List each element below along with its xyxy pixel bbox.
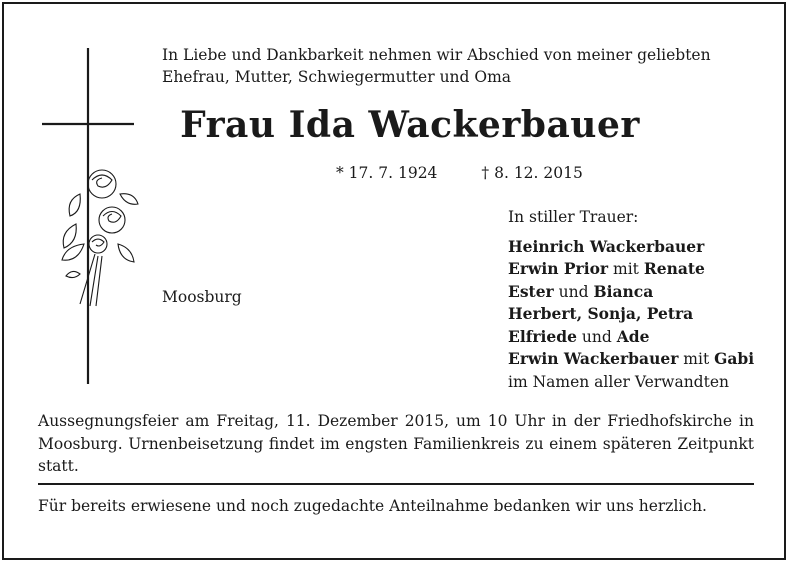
divider	[38, 483, 754, 485]
mourner-name: Erwin Wackerbauer	[508, 349, 679, 368]
mourners-block	[508, 206, 754, 393]
mourner-name: Herbert, Sonja, Petra	[508, 304, 694, 323]
mourner-connector: mit	[678, 350, 715, 368]
intro-line-2: Ehefrau, Mutter, Schwiegermutter und Oma	[162, 68, 512, 86]
mourner-name: Heinrich Wackerbauer	[508, 236, 705, 256]
mourner-name: Bianca	[593, 281, 654, 301]
mourner-line	[508, 348, 754, 371]
mourner-line	[508, 371, 754, 394]
intro-line-1: In Liebe und Dankbarkeit nehmen wir Abschied von meiner geliebten	[162, 46, 711, 64]
mourner-name: Ester	[508, 281, 554, 301]
birth-date: * 17. 7. 1924	[336, 164, 438, 182]
mourner-connector: mit	[608, 260, 644, 278]
intro-text	[162, 44, 762, 88]
mourners-list	[508, 236, 754, 394]
mourner-name: Renate	[643, 259, 705, 278]
life-dates	[336, 164, 583, 182]
mourner-name: Ade	[616, 326, 650, 346]
mourner-line	[508, 303, 754, 326]
cross-with-roses-icon	[40, 44, 140, 388]
mourner-line	[508, 258, 754, 281]
mourner-line	[508, 326, 754, 349]
thanks-text: Für bereits erwiesene und noch zugedachte Anteilnahme bedanken wir uns herzlich.	[38, 497, 707, 515]
mourner-connector: und	[553, 282, 594, 301]
mourner-name: Gabi	[714, 349, 755, 368]
mourner-name: Elfriede	[508, 326, 577, 346]
death-date: † 8. 12. 2015	[481, 164, 583, 182]
mourners-heading: In stiller Trauer:	[508, 208, 639, 226]
deceased-name: Frau Ida Wackerbauer	[180, 104, 640, 146]
mourner-line	[508, 281, 754, 304]
mourner-line	[508, 236, 754, 259]
mourner-connector: und	[577, 327, 617, 346]
place-name: Moosburg	[162, 288, 242, 306]
mourner-name: Erwin Prior	[508, 259, 609, 278]
mourner-connector: im Namen aller Verwandten	[508, 372, 729, 391]
service-info: Aussegnungsfeier am Freitag, 11. Dezember 2015, um 10 Uhr in der Friedhofskirche in Moosburg. Urnenbeisetzung findet im engsten Familienkreis zu einem späteren Zeitpunkt statt.	[38, 412, 754, 475]
